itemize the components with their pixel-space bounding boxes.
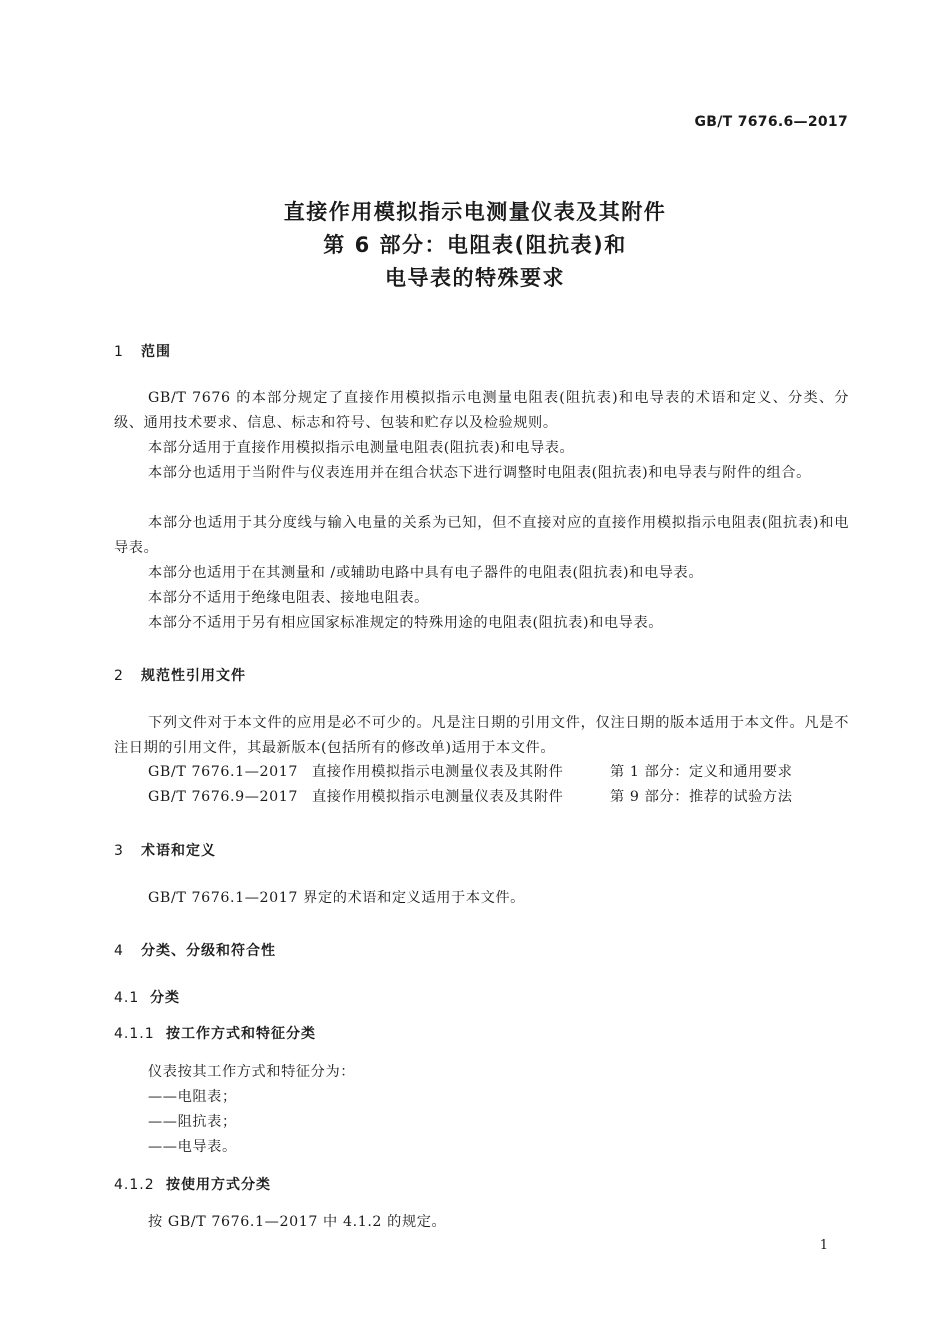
list-item: ——电导表。 <box>148 1139 237 1155</box>
reference-item <box>148 761 793 781</box>
document-title-line-2: 第 6 部分：电阻表(阻抗表)和 <box>323 233 627 257</box>
reference-part: 第 1 部分：定义和通用要求 <box>610 764 793 780</box>
paragraph: 本部分不适用于另有相应国家标准规定的特殊用途的电阻表(阻抗表)和电导表。 <box>148 615 664 631</box>
section-title: 规范性引用文件 <box>141 668 246 684</box>
reference-part: 第 9 部分：推荐的试验方法 <box>610 789 793 805</box>
document-title-line-1: 直接作用模拟指示电测量仪表及其附件 <box>283 200 667 224</box>
reference-title: 直接作用模拟指示电测量仪表及其附件 <box>312 764 564 780</box>
subsection-4-1-1-heading <box>114 1023 316 1043</box>
section-number: 2 <box>114 668 124 684</box>
list-item: ——电阻表； <box>148 1089 237 1105</box>
paragraph: GB/T 7676.1—2017 界定的术语和定义适用于本文件。 <box>148 890 525 906</box>
paragraph: 本部分适用于直接作用模拟指示电测量电阻表(阻抗表)和电导表。 <box>148 440 575 456</box>
subsection-number: 4.1.2 <box>114 1177 155 1193</box>
section-3-heading <box>114 840 216 860</box>
section-number: 3 <box>114 843 124 859</box>
subsection-title: 分类 <box>150 990 180 1006</box>
reference-item <box>148 786 793 806</box>
subsection-title: 按使用方式分类 <box>166 1177 271 1193</box>
paragraph: 按 GB/T 7676.1—2017 中 4.1.2 的规定。 <box>148 1214 447 1230</box>
paragraph: 本部分也适用于当附件与仪表连用并在组合状态下进行调整时电阻表(阻抗表)和电导表与附件的组合。 <box>148 465 811 481</box>
subsection-number: 4.1.1 <box>114 1026 155 1042</box>
section-2-heading <box>114 665 246 685</box>
paragraph: GB/T 7676 的本部分规定了直接作用模拟指示电测量电阻表(阻抗表)和电导表的术语和定义、分类、分级、通用技术要求、信息、标志和符号、包装和贮存以及检验规则。 <box>114 390 849 431</box>
section-title: 范围 <box>141 344 171 360</box>
standard-code: GB/T 7676.6—2017 <box>694 114 848 130</box>
paragraph: 本部分也适用于在其测量和 /或辅助电路中具有电子器件的电阻表(阻抗表)和电导表。 <box>148 565 704 581</box>
page-number: 1 <box>819 1238 828 1253</box>
subsection-number: 4.1 <box>114 990 140 1006</box>
paragraph: 下列文件对于本文件的应用是必不可少的。凡是注日期的引用文件，仅注日期的版本适用于本文件。凡是不注日期的引用文件，其最新版本(包括所有的修改单)适用于本文件。 <box>114 715 849 756</box>
subsection-4-1-heading <box>114 987 180 1007</box>
document-title-line-3: 电导表的特殊要求 <box>385 266 565 290</box>
subsection-4-1-2-heading <box>114 1174 271 1194</box>
paragraph: 仪表按其工作方式和特征分为： <box>148 1064 356 1080</box>
reference-code: GB/T 7676.1—2017 <box>148 764 299 780</box>
section-4-heading <box>114 940 276 960</box>
list-item: ——阻抗表； <box>148 1114 237 1130</box>
reference-code: GB/T 7676.9—2017 <box>148 789 299 805</box>
reference-title: 直接作用模拟指示电测量仪表及其附件 <box>312 789 564 805</box>
section-number: 1 <box>114 344 124 360</box>
section-title: 术语和定义 <box>141 843 216 859</box>
subsection-title: 按工作方式和特征分类 <box>166 1026 316 1042</box>
paragraph: 本部分也适用于其分度线与输入电量的关系为已知，但不直接对应的直接作用模拟指示电阻表(阻抗表)和电导表。 <box>114 515 849 556</box>
section-title: 分类、分级和符合性 <box>141 943 276 959</box>
paragraph: 本部分不适用于绝缘电阻表、接地电阻表。 <box>148 590 429 606</box>
section-number: 4 <box>114 943 124 959</box>
section-1-heading <box>114 341 171 361</box>
